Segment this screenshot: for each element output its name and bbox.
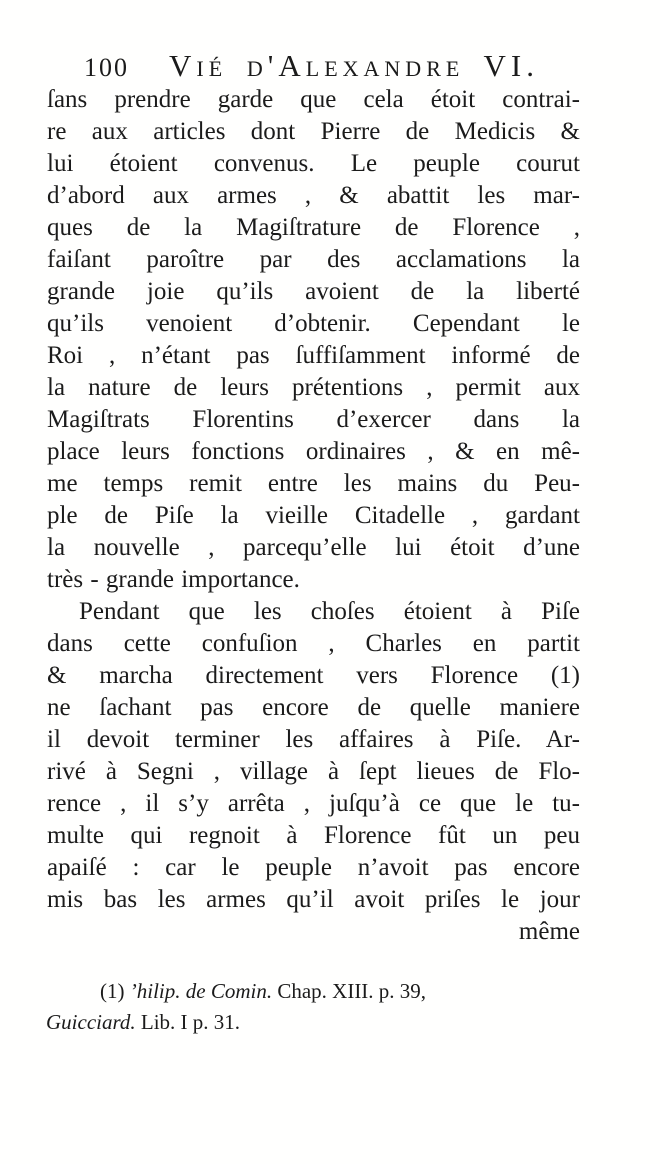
text-line: re aux articles dont Pierre de Medicis & xyxy=(47,118,580,145)
text-line: ne ſachant pas encore de quelle maniere xyxy=(47,694,580,721)
text-line: la nature de leurs prétentions , permit aux xyxy=(47,374,580,401)
footnote-line xyxy=(46,976,566,1007)
catchword: même xyxy=(518,918,580,945)
footnote-citation: Chap. XIII. p. 39, xyxy=(272,979,427,1003)
footnote-citation: Lib. I p. 31. xyxy=(135,1010,241,1034)
text-line: me temps remit entre les mains du Peu- xyxy=(47,470,580,497)
text-line: ques de la Magiſtrature de Florence , xyxy=(47,214,580,241)
text-line-paragraph-start: Pendant que les choſes étoient à Piſe xyxy=(79,598,580,625)
text-line: apaiſé : car le peuple n’avoit pas encore xyxy=(47,854,580,881)
page-number: 100 xyxy=(84,53,129,82)
text-line: il devoit terminer les affaires à Piſe. Ar- xyxy=(47,726,580,753)
text-line: faiſant paroître par des acclamations la xyxy=(47,246,580,273)
footnote xyxy=(46,976,566,1038)
text-line: d’abord aux armes , & abattit les mar- xyxy=(47,182,580,209)
text-line: Magiſtrats Florentins d’exercer dans la xyxy=(47,406,580,433)
footnote-source: ’hilip. de Comin. xyxy=(129,979,273,1003)
text-line: ſans prendre garde que cela étoit contrai- xyxy=(47,86,580,113)
text-line: qu’ils venoient d’obtenir. Cependant le xyxy=(47,310,580,337)
text-line: multe qui regnoit à Florence fût un peu xyxy=(47,822,580,849)
text-line: rence , il s’y arrêta , juſqu’à ce que le tu- xyxy=(47,790,580,817)
text-line: ple de Piſe la vieille Citadelle , gardant xyxy=(47,502,580,529)
text-line: place leurs fonctions ordinaires , & en mê- xyxy=(47,438,580,465)
text-line: la nouvelle , parcequ’elle lui étoit d’une xyxy=(47,534,580,561)
text-line: & marcha directement vers Florence (1) xyxy=(47,662,580,689)
text-line: lui étoient convenus. Le peuple courut xyxy=(47,150,580,177)
footnote-source: Guicciard. xyxy=(46,1010,136,1034)
text-line: Roi , n’étant pas ſuffiſamment informé de xyxy=(47,342,580,369)
footnote-ref: (1) xyxy=(100,979,130,1003)
page-title: Vié d'Alexandre VI. xyxy=(169,48,539,83)
text-line-paragraph-end: très - grande importance. xyxy=(47,566,300,593)
text-line: dans cette confuſion , Charles en partit xyxy=(47,630,580,657)
text-line: grande joie qu’ils avoient de la liberté xyxy=(47,278,580,305)
running-header xyxy=(84,48,590,84)
text-line: mis bas les armes qu’il avoit priſes le jour xyxy=(47,886,580,913)
footnote-line xyxy=(46,1007,566,1038)
text-line: rivé à Segni , village à ſept lieues de Flo- xyxy=(47,758,580,785)
body-text xyxy=(47,84,580,948)
